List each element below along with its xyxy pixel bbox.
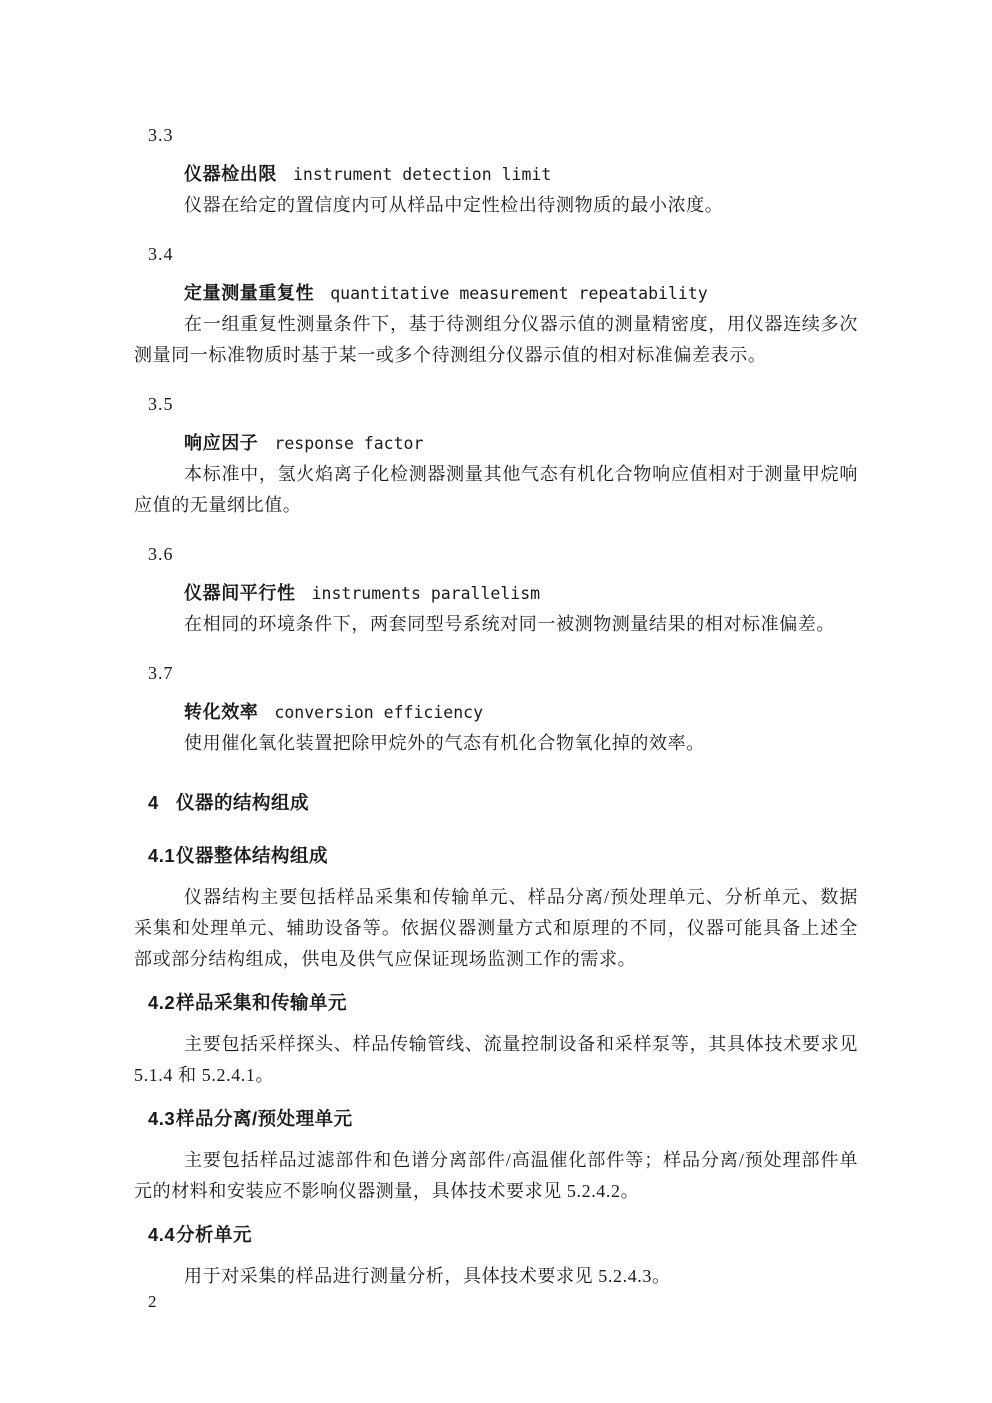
term-heading bbox=[184, 159, 858, 190]
term-definition: 在相同的环境条件下，两套同型号系统对同一被测物测量结果的相对标准偏差。 bbox=[184, 614, 835, 634]
term-definition: 仪器在给定的置信度内可从样品中定性检出待测物质的最小浓度。 bbox=[184, 195, 724, 215]
clause-number: 3.3 bbox=[148, 125, 174, 145]
subsection-number: 4.3 bbox=[148, 1108, 176, 1129]
clause-number: 3.7 bbox=[148, 663, 174, 683]
term-definition: 使用催化氧化装置把除甲烷外的气态有机化合物氧化掉的效率。 bbox=[184, 733, 705, 753]
term-heading bbox=[184, 697, 858, 728]
subsection-paragraph: 主要包括样品过滤部件和色谱分离部件/高温催化部件等；样品分离/预处理部件单元的材料和安装应不影响仪器测量，具体技术要求见 5.2.4.2。 bbox=[134, 1150, 858, 1201]
subsection-heading bbox=[148, 987, 858, 1018]
term-heading bbox=[184, 278, 858, 309]
term-zh: 转化效率 bbox=[184, 702, 259, 722]
term-en: response factor bbox=[274, 434, 424, 453]
subsection-paragraph: 用于对采集的样品进行测量分析，具体技术要求见 5.2.4.3。 bbox=[184, 1266, 671, 1286]
subsection-paragraph: 主要包括采样探头、样品传输管线、流量控制设备和采样泵等，其具体技术要求见 5.1.4 和 5.2.4.1。 bbox=[134, 1034, 858, 1085]
term-zh: 定量测量重复性 bbox=[184, 283, 315, 303]
subsection-number: 4.4 bbox=[148, 1224, 176, 1245]
term-section bbox=[134, 658, 858, 759]
term-zh: 响应因子 bbox=[184, 433, 259, 453]
subsection-number: 4.2 bbox=[148, 992, 176, 1013]
chapter-heading bbox=[148, 787, 858, 818]
term-en: instrument detection limit bbox=[293, 165, 552, 184]
page-content bbox=[134, 120, 858, 1292]
subsection-heading bbox=[148, 1219, 858, 1250]
page-number: 2 bbox=[148, 1292, 157, 1311]
subsection-heading bbox=[148, 1103, 858, 1134]
subsection-paragraph: 仪器结构主要包括样品采集和传输单元、样品分离/预处理单元、分析单元、数据采集和处理单元、辅助设备等。依据仪器测量方式和原理的不同，仪器可能具备上述全部或部分结构组成，供电及供气应保证现场监测工作的需求。 bbox=[134, 887, 858, 969]
chapter-title: 仪器的结构组成 bbox=[176, 792, 310, 813]
chapter-number: 4 bbox=[148, 792, 159, 813]
subsection-number: 4.1 bbox=[148, 845, 176, 866]
subsection-title: 分析单元 bbox=[176, 1224, 253, 1245]
term-section bbox=[134, 539, 858, 640]
term-en: quantitative measurement repeatability bbox=[330, 284, 708, 303]
term-definition: 在一组重复性测量条件下，基于待测组分仪器示值的测量精密度，用仪器连续多次测量同一标准物质时基于某一或多个待测组分仪器示值的相对标准偏差表示。 bbox=[134, 314, 858, 365]
term-section bbox=[134, 239, 858, 371]
term-heading bbox=[184, 578, 858, 609]
clause-number: 3.5 bbox=[148, 394, 174, 414]
clause-number: 3.4 bbox=[148, 244, 174, 264]
term-en: conversion efficiency bbox=[274, 703, 484, 722]
subsection-title: 样品采集和传输单元 bbox=[176, 992, 348, 1013]
term-zh: 仪器间平行性 bbox=[184, 583, 296, 603]
subsection-heading bbox=[148, 840, 858, 871]
subsection-title: 样品分离/预处理单元 bbox=[176, 1108, 353, 1129]
clause-number: 3.6 bbox=[148, 544, 174, 564]
term-section bbox=[134, 389, 858, 521]
term-definition: 本标准中，氢火焰离子化检测器测量其他气态有机化合物响应值相对于测量甲烷响应值的无量纲比值。 bbox=[134, 464, 858, 515]
term-zh: 仪器检出限 bbox=[184, 164, 277, 184]
subsection-title: 仪器整体结构组成 bbox=[176, 845, 329, 866]
term-en: instruments parallelism bbox=[311, 584, 541, 603]
term-section bbox=[134, 120, 858, 221]
term-heading bbox=[184, 428, 858, 459]
